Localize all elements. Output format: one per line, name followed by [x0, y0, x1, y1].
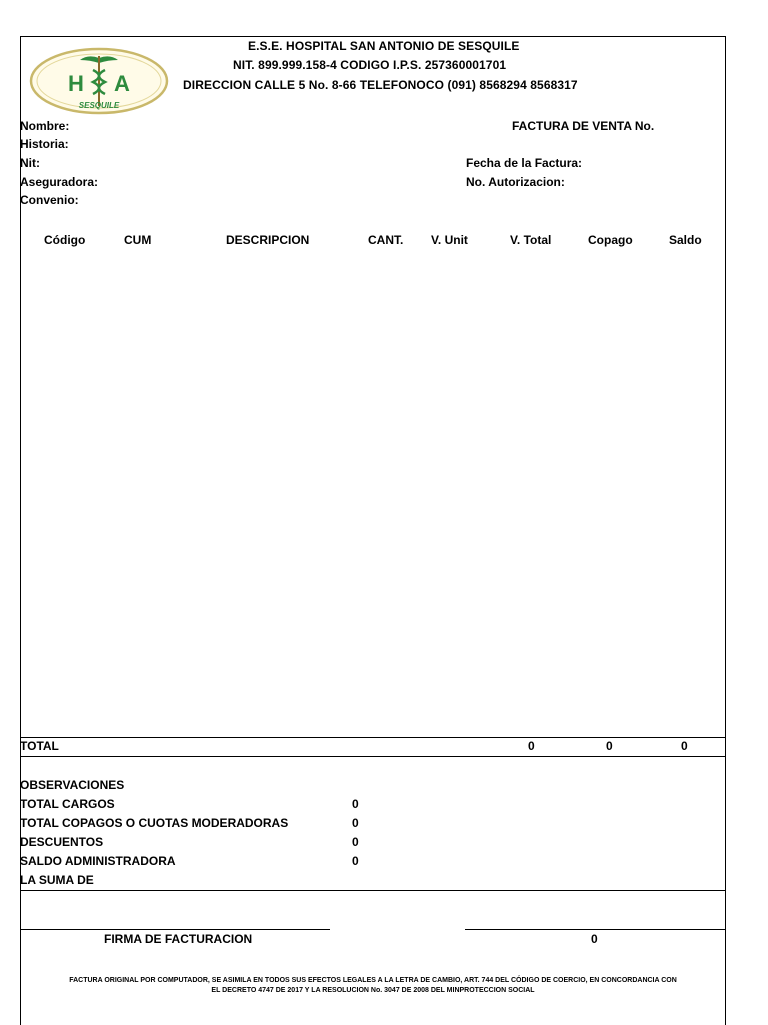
- value-total-copagos: 0: [352, 816, 359, 830]
- label-aseguradora: Aseguradora:: [20, 175, 99, 189]
- col-cant: CANT.: [368, 233, 404, 247]
- hospital-logo: [28, 46, 170, 116]
- label-nit: Nit:: [20, 156, 40, 170]
- label-historia: Historia:: [20, 137, 69, 151]
- col-v-unit: V. Unit: [431, 233, 468, 247]
- col-descripcion: DESCRIPCION: [226, 233, 310, 247]
- col-copago: Copago: [588, 233, 633, 247]
- total-bottom-rule: [20, 756, 726, 757]
- total-saldo: 0: [681, 739, 688, 753]
- signature-right-value: 0: [591, 932, 598, 946]
- label-fecha-factura: Fecha de la Factura:: [466, 156, 583, 170]
- value-total-cargos: 0: [352, 797, 359, 811]
- col-cum: CUM: [124, 233, 152, 247]
- label-autorizacion: No. Autorizacion:: [466, 175, 565, 189]
- label-convenio: Convenio:: [20, 193, 79, 207]
- total-copago: 0: [606, 739, 613, 753]
- header-hospital-name: E.S.E. HOSPITAL SAN ANTONIO DE SESQUILE: [248, 39, 520, 53]
- label-nombre: Nombre:: [20, 119, 70, 133]
- suma-rule: [20, 890, 726, 891]
- label-total-cargos: TOTAL CARGOS: [20, 797, 115, 811]
- col-v-total: V. Total: [510, 233, 552, 247]
- invoice-frame: [20, 36, 726, 1025]
- header-address: DIRECCION CALLE 5 No. 8-66 TELEFONOCO (091) 8568294 8568317: [183, 78, 578, 92]
- col-saldo: Saldo: [669, 233, 702, 247]
- total-v-total: 0: [528, 739, 535, 753]
- logo-letter-a: A: [114, 71, 130, 96]
- total-top-rule: [20, 737, 726, 738]
- label-firma-facturacion: FIRMA DE FACTURACION: [104, 932, 253, 946]
- label-saldo-administradora: SALDO ADMINISTRADORA: [20, 854, 176, 868]
- legal-footer-line1: FACTURA ORIGINAL POR COMPUTADOR, SE ASIMILA EN TODOS SUS EFECTOS LEGALES A LA LETRA DE CAMBIO, ART. 744 DEL CÓDIGO DE COERCIO, EN CONCORDANCIA CON: [69, 977, 677, 984]
- col-codigo: Código: [44, 233, 86, 247]
- label-total-copagos: TOTAL COPAGOS O CUOTAS MODERADORAS: [20, 816, 289, 830]
- legal-footer-line2: EL DECRETO 4747 DE 2017 Y LA RESOLUCION No. 3047 DE 2008 DEL MINPROTECCION SOCIAL: [211, 987, 535, 994]
- label-la-suma-de: LA SUMA DE: [20, 873, 94, 887]
- signature-line-left: [20, 929, 330, 930]
- label-factura-venta: FACTURA DE VENTA No.: [512, 119, 655, 133]
- logo-subtitle: SESQUILE: [78, 101, 120, 110]
- value-descuentos: 0: [352, 835, 359, 849]
- label-observaciones: OBSERVACIONES: [20, 778, 125, 792]
- label-descuentos: DESCUENTOS: [20, 835, 104, 849]
- logo-letter-h: H: [68, 71, 84, 96]
- signature-line-right: [465, 929, 726, 930]
- header-nit: NIT. 899.999.158-4 CODIGO I.P.S. 257360001701: [233, 58, 507, 72]
- value-saldo-administradora: 0: [352, 854, 359, 868]
- total-label: TOTAL: [20, 739, 59, 753]
